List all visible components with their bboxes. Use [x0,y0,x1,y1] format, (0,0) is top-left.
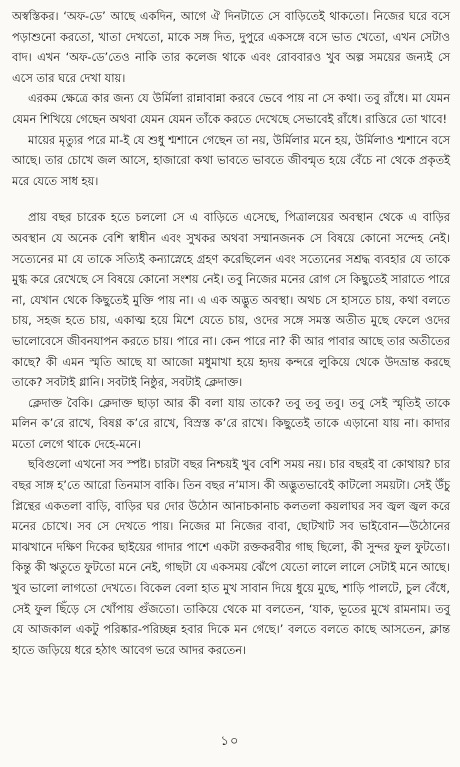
paragraph-6: ছবিগুলো এখনো সব স্পষ্ট। চারটা বছর নিশ্চয়ই খুব বেশি সময় নয়। চার বছরই বা কোথায়? চার বছর সাঙ্গ হ’তে আরো তিনমাস বাকি। তিন বছর ন’মাস। কী অদ্ভুতভাবেই কাটলো সময়টা। সেই উঁচু প্লিন্থের একতলা বাড়ি, বাড়ির ঘর দোর উঠোন আনাচকানাচ কলতলা কয়লাঘর সব জ্বল জ্বল করে মনের চোখে। সব সে দেখতে পায়। নিজের মা নিজের বাবা, ছোটখাট সব ভাইবোন—উঠোনের মাঝখানে দক্ষিণ দিকের ছাইয়ের গাদার পাশে একটা রক্তকরবীর গাছ ছিলো, কী সুন্দর ফুল ফুটতো। কিন্তু কী ঋতুতে ফুটতো মনে নেই, গাছটা যে একসময় ঝেঁপে যেতো লালে লালে সেটাই মনে আছে। খুব ভালো লাগতো দেখতে। বিকেল বেলা হাত মুখ সাবান দিয়ে ধুয়ে মুছে, শাড়ি পালটে, চুল বেঁধে, সেই ফুল ছিঁড়ে সে খোঁপায় গুঁজতো। তাকিয়ে থেকে মা বলতেন, ‘যাক, ভূতের মুখে রামনাম। তবু যে আজকাল একটু পরিষ্কার-পরিচ্ছন্ন হবার দিকে মন গেছে।’ বলতে বলতে কাছে আসতেন, ক্লান্ত হাতে জড়িয়ে ধরে হঠাৎ আবেগ ভরে আদর করতেন। [12,457,450,657]
paragraph-1: অস্বস্তিকর। ‘অফ-ডে’ আছে একদিন, আগে ঐ দিনটাতে সে বাড়িতেই থাকতো। নিজের ঘরে বসে পড়াশুনো করতো, খাতা দেখতো, মাকে সঙ্গ দিত, দুপুরে একসঙ্গে বসে ভাত খেতো, এখন সেটাও বাদ। এখন ‘অফ-ডে’তেও নাকি তার কলেজ থাকে এবং রোববারও খুব অল্প সময়ের জন্যই সে এসে তার ঘরে দেখা যায়। [12,9,450,85]
page-number: ১০ [220,734,240,749]
paragraph-5: ক্লেদাক্ত বৈকি। ক্লেদাক্ত ছাড়া আর কী বলা যায় তাকে? তবু তবু তবু। তবু সেই স্মৃতিই তাকে মলিন ক’রে রাখে, বিষণ্ণ ক’রে রাখে, বিস্রস্ত ক’রে রাখে। কিছুতেই তাকে এড়ানো যায় না। কাদার মতো লেগে থাকে দেহে-মনে। [12,395,450,451]
paragraph-3: মায়ের মৃত্যুর পরে মা-ই যে শুধু শ্মশানে গেছেন তা নয়, উর্মিলার মনে হয়, উর্মিলাও শ্মশানে বসে আছে। তার চোখে জল আসে, হাজারো কথা ভাবতে ভাবতে জীবন্মৃত হয়ে বেঁচে না থেকে প্রকৃতই মরে যেতে সাধ হয়। [12,132,450,188]
paragraph-2: এরকম ক্ষেত্রে কার জন্য যে উর্মিলা রান্নাবান্না করবে ভেবে পায় না সে কথা। তবু রাঁধে। মা যেমন যেমন শিখিয়ে গেছেন অথবা যেমন যেমন তাঁকে করতে দেখেছে সেভাবেই রাঁধে। রাত্তিরে তো খাবে! [12,91,450,126]
paragraph-4: প্রায় বছর চারেক হতে চললো সে এ বাড়িতে এসেছে, পিত্রালয়ের অবস্থান থেকে এ বাড়ির অবস্থান যে অনেক বেশি স্বাধীন এবং সুখকর অথবা সম্মানজনক সে বিষয়ে কোনো সন্দেহ নেই। সত্যেনের মা যে তাকে সত্যিই কন্যাস্নেহে গ্রহণ করেছিলেন এবং সত্যেনের সশ্রদ্ধ ব্যবহার যে তাকে মুগ্ধ করে রেখেছে সে বিষয়ে কোনো সংশয় নেই। তবু নিজের মনের রোগ সে কিছুতেই সারাতে পারে না, যেখান থেকে কিছুতেই মুক্তি পায় না। এ এক অদ্ভুত অবস্থা। অথচ সে হাসতে চায়, কথা বলতে চায়, সহজ হতে চায়, একাত্ম হয়ে মিশে যেতে চায়, ওদের সঙ্গে সমস্ত অতীত মুছে ফেলে ওদের ভালোবেসে জীবনযাপন করতে চায়। পারে না। কেন পারে না? কী আর পাবার আছে তার অতীতের কাছে? কী এমন স্মৃতি আছে যা আজো মধুমাখা হয়ে হৃদয় কন্দরে লুকিয়ে থেকে উদভ্রান্ত করছে তাকে? সবটাই গ্লানি। সবটাই নিষ্ঠুর, সবটাই ক্লেদাক্ত। [12,210,450,390]
